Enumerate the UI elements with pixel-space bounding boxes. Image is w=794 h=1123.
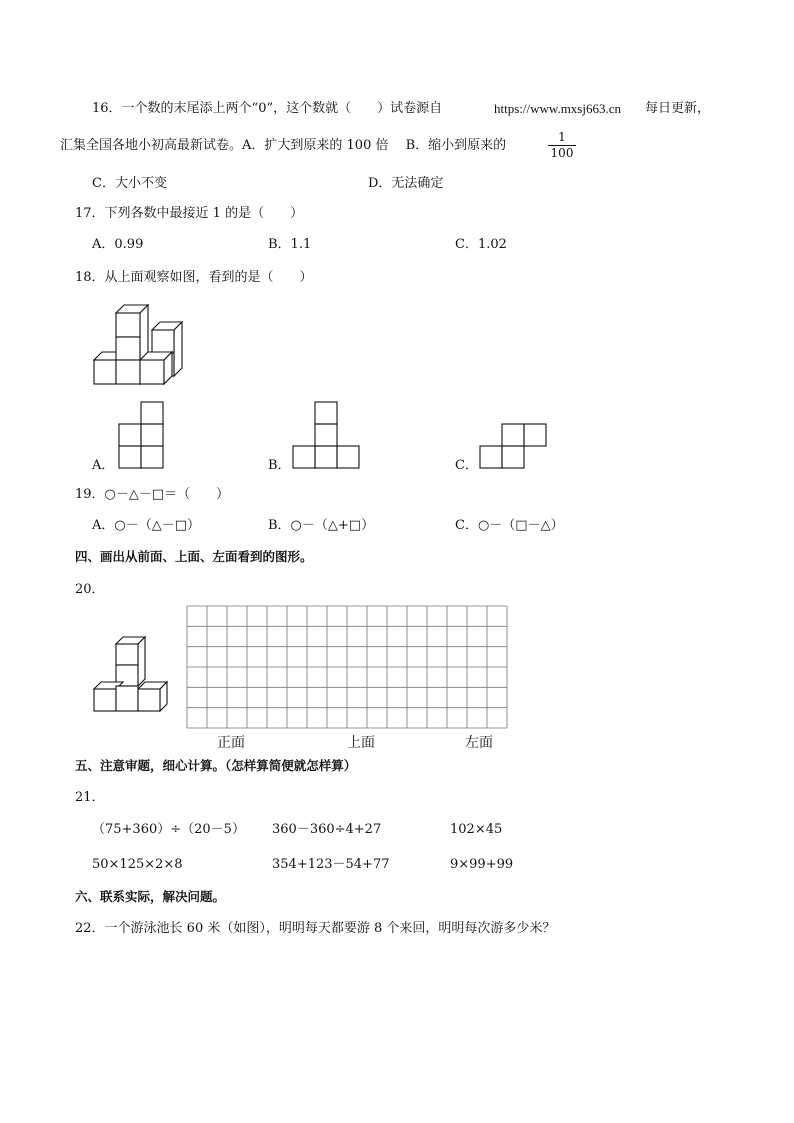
q16-stem-part1: 16．一个数的末尾添上两个“0”，这个数就（ ）试卷源自 (92, 101, 443, 116)
q19-option-c: C．○－（□－△） (455, 518, 564, 533)
q21-expr-4: 50×125×2×8 (92, 857, 183, 872)
q16-stem-line2: 汇集全国各地小初高最新试卷。A．扩大到原来的 100 倍 B．缩小到原来的 (60, 138, 507, 153)
q19-stem: 19．○－△－□＝（ ） (75, 487, 230, 502)
q17-option-a: A．0.99 (92, 237, 144, 252)
q21-expr-3: 102×45 (450, 822, 503, 837)
q21-expr-1: （75+360）÷（20－5） (92, 822, 245, 837)
fraction-denominator: 100 (550, 146, 574, 160)
q17-stem: 17．下列各数中最接近 1 的是（ ） (75, 206, 304, 221)
q22-stem: 22．一个游泳池长 60 米（如图），明明每天都要游 8 个来回，明明每次游多少米？ (75, 921, 556, 936)
q18-option-b-figure (292, 401, 364, 471)
fraction-numerator: 1 (548, 130, 576, 146)
q21-expr-2: 360－360÷4+27 (272, 822, 382, 837)
q20-cube-figure (93, 636, 171, 714)
q20-drawing-grid[interactable] (186, 605, 508, 729)
q20-label-left: 左面 (465, 735, 493, 751)
q21-number: 21． (75, 790, 105, 805)
q18-option-c-label: C． (455, 458, 478, 473)
q18-stem: 18．从上面观察如图，看到的是（ ） (75, 270, 313, 285)
q18-option-a-label: A． (92, 458, 115, 473)
q20-number: 20． (75, 582, 105, 597)
q17-option-b: B．1.1 (268, 237, 312, 252)
q18-option-a-figure (118, 401, 166, 471)
q18-cube-figure (90, 298, 190, 390)
section-4-heading: 四、画出从前面、上面、左面看到的图形。 (75, 549, 313, 564)
q21-expr-6: 9×99+99 (450, 857, 514, 872)
q20-label-front: 正面 (217, 735, 245, 751)
section-6-heading: 六、联系实际，解决问题。 (75, 889, 226, 904)
q20-label-top: 上面 (347, 735, 375, 751)
section-5-heading: 五、注意审题，细心计算。（怎样算简便就怎样算） (75, 758, 357, 773)
q18-option-c-figure (479, 423, 551, 471)
q16-option-d: D．无法确定 (368, 176, 444, 191)
q19-option-a: A．○－（△－□） (92, 518, 201, 533)
q16-fraction (548, 130, 576, 160)
q19-option-b: B．○－（△+□） (268, 518, 375, 533)
q21-expr-5: 354+123－54+77 (272, 857, 390, 872)
q16-source-url[interactable]: https://www.mxsj663.cn (494, 101, 621, 116)
q17-option-c: C．1.02 (455, 237, 507, 252)
q16-stem-part2: 每日更新， (645, 101, 711, 116)
q16-option-c: C．大小不变 (92, 176, 167, 191)
q18-option-b-label: B． (268, 458, 291, 473)
